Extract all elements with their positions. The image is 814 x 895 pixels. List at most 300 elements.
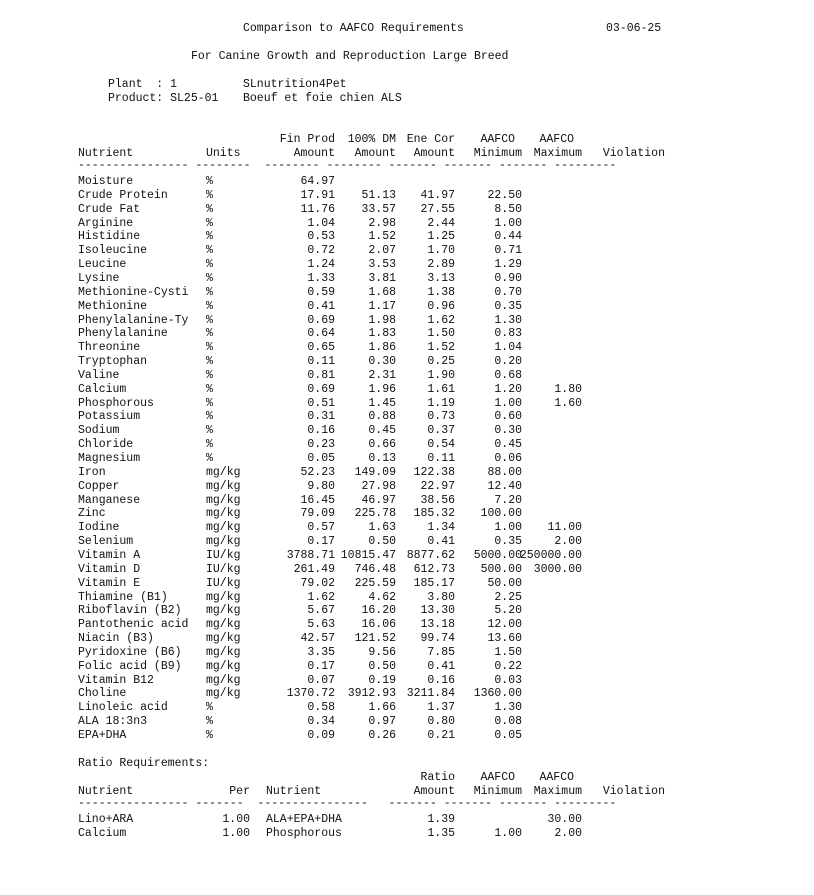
ene-cor-amount: 7.85 [427, 645, 455, 659]
header-divider: ---------------- -------- -------- -------- ------- ------- ------- --------- [78, 162, 617, 170]
nutrient-units: mg/kg [206, 535, 241, 549]
nutrient-name: Riboflavin (B2) [78, 604, 182, 618]
table-row [0, 715, 814, 729]
table-row [0, 535, 814, 549]
ene-cor-amount: 0.21 [427, 729, 455, 742]
fin-prod-amount: 0.53 [307, 230, 335, 244]
dm-amount: 1.96 [368, 382, 396, 396]
dm-amount: 0.13 [368, 452, 396, 465]
dm-amount: 0.19 [368, 673, 396, 687]
fin-prod-amount: 79.02 [300, 576, 335, 590]
aafco-minimum: 0.30 [494, 424, 522, 438]
ene-cor-amount: 2.89 [427, 258, 455, 272]
nutrient-units: mg/kg [206, 618, 241, 632]
aafco-minimum: 0.83 [494, 327, 522, 341]
nutrient-name: Pyridoxine (B6) [78, 645, 182, 659]
header-violation: Violation [602, 147, 665, 160]
header-fin-prod: Fin Prod [279, 133, 335, 146]
fin-prod-amount: 3.35 [307, 645, 335, 659]
aafco-maximum: 1.80 [554, 382, 582, 396]
aafco-maximum: 1.60 [554, 396, 582, 410]
product-label: Product: SL25-01 [108, 92, 219, 105]
fin-prod-amount: 79.09 [300, 507, 335, 521]
nutrient-name: Folic acid (B9) [78, 659, 182, 673]
dm-amount: 1.86 [368, 341, 396, 355]
table-row [0, 203, 814, 217]
nutrient-units: mg/kg [206, 687, 241, 701]
dm-amount: 0.30 [368, 355, 396, 369]
nutrient-name: Phenylalanine [78, 327, 168, 341]
ratio-header-aafco-max-2: Maximum [533, 785, 582, 798]
aafco-maximum: 250000.00 [519, 548, 582, 562]
dm-amount: 2.98 [368, 216, 396, 230]
fin-prod-amount: 5.67 [307, 604, 335, 618]
dm-amount: 1.63 [368, 521, 396, 535]
aafco-minimum: 1.50 [494, 645, 522, 659]
ene-cor-amount: 1.90 [427, 368, 455, 382]
fin-prod-amount: 0.34 [307, 715, 335, 729]
nutrient-name: Iodine [78, 521, 120, 535]
nutrient-name: Manganese [78, 493, 141, 507]
ene-cor-amount: 2.44 [427, 216, 455, 230]
nutrient-name: Magnesium [78, 452, 141, 465]
header-nutrient: Nutrient [78, 147, 134, 160]
aafco-minimum: 0.20 [494, 355, 522, 369]
fin-prod-amount: 0.59 [307, 285, 335, 299]
nutrient-units: IU/kg [206, 576, 241, 590]
dm-amount: 1.66 [368, 701, 396, 715]
ratio-aafco-maximum: 2.00 [554, 827, 582, 840]
ene-cor-amount: 22.97 [420, 479, 455, 493]
fin-prod-amount: 17.91 [300, 188, 335, 202]
ratio-row [0, 827, 814, 841]
aafco-minimum: 500.00 [480, 562, 522, 576]
table-row [0, 701, 814, 715]
table-row [0, 189, 814, 203]
aafco-minimum: 1360.00 [473, 687, 522, 701]
nutrient-name: Phenylalanine-Ty [78, 313, 189, 327]
fin-prod-amount: 1.04 [307, 216, 335, 230]
aafco-minimum: 0.45 [494, 438, 522, 452]
table-row [0, 175, 814, 189]
nutrient-units: % [206, 216, 213, 230]
ene-cor-amount: 99.74 [420, 632, 455, 646]
table-row [0, 438, 814, 452]
dm-amount: 0.66 [368, 438, 396, 452]
fin-prod-amount: 0.11 [307, 355, 335, 369]
ratio-header-aafco-min-2: Minimum [473, 785, 522, 798]
fin-prod-amount: 0.69 [307, 313, 335, 327]
dm-amount: 1.52 [368, 230, 396, 244]
nutrient-name: Histidine [78, 230, 141, 244]
table-row [0, 521, 814, 535]
nutrient-units: % [206, 271, 213, 285]
ene-cor-amount: 1.19 [427, 396, 455, 410]
table-row [0, 632, 814, 646]
ene-cor-amount: 185.32 [413, 507, 455, 521]
table-row [0, 355, 814, 369]
fin-prod-amount: 1370.72 [286, 687, 335, 701]
table-row [0, 591, 814, 605]
nutrient-units: % [206, 327, 213, 341]
dm-amount: 0.88 [368, 410, 396, 424]
aafco-minimum: 50.00 [487, 576, 522, 590]
fin-prod-amount: 52.23 [300, 465, 335, 479]
aafco-minimum: 0.06 [494, 452, 522, 465]
ene-cor-amount: 1.25 [427, 230, 455, 244]
nutrient-name: Isoleucine [78, 244, 148, 258]
nutrient-name: Methionine [78, 299, 148, 313]
table-row [0, 480, 814, 494]
nutrient-units: mg/kg [206, 604, 241, 618]
aafco-minimum: 22.50 [487, 188, 522, 202]
aafco-minimum: 0.71 [494, 244, 522, 258]
aafco-minimum: 0.70 [494, 285, 522, 299]
dm-amount: 1.98 [368, 313, 396, 327]
nutrient-name: Vitamin D [78, 562, 141, 576]
aafco-minimum: 12.00 [487, 618, 522, 632]
nutrient-units: mg/kg [206, 673, 241, 687]
ene-cor-amount: 1.50 [427, 327, 455, 341]
nutrient-name: Vitamin E [78, 576, 141, 590]
ratio-header-nutrient2: Nutrient [266, 785, 322, 798]
header-ene-cor: Ene Cor [406, 133, 455, 146]
table-row [0, 397, 814, 411]
table-row [0, 286, 814, 300]
ene-cor-amount: 13.30 [420, 604, 455, 618]
nutrient-units: % [206, 715, 213, 729]
ene-cor-amount: 0.11 [427, 452, 455, 465]
nutrient-units: % [206, 382, 213, 396]
table-row [0, 244, 814, 258]
header-aafco-min-2: Minimum [473, 147, 522, 160]
ratio-header-aafco-max-1: AAFCO [539, 771, 574, 784]
aafco-maximum: 2.00 [554, 535, 582, 549]
ene-cor-amount: 3.80 [427, 590, 455, 604]
ene-cor-amount: 0.80 [427, 715, 455, 729]
fin-prod-amount: 0.72 [307, 244, 335, 258]
aafco-minimum: 5.20 [494, 604, 522, 618]
table-row [0, 341, 814, 355]
nutrient-units: mg/kg [206, 493, 241, 507]
dm-amount: 746.48 [354, 562, 396, 576]
nutrient-name: Sodium [78, 424, 120, 438]
nutrient-name: Crude Protein [78, 188, 168, 202]
aafco-minimum: 1.04 [494, 341, 522, 355]
dm-amount: 9.56 [368, 645, 396, 659]
ene-cor-amount: 122.38 [413, 465, 455, 479]
ratio-per: 1.00 [222, 813, 250, 826]
header-fin-amount: Amount [293, 147, 335, 160]
ene-cor-amount: 3211.84 [406, 687, 455, 701]
dm-amount: 4.62 [368, 590, 396, 604]
dm-amount: 0.50 [368, 535, 396, 549]
table-row [0, 410, 814, 424]
nutrient-name: Linoleic acid [78, 701, 168, 715]
header-aafco-max-1: AAFCO [539, 133, 574, 146]
ratio-header-divider: ---------------- ------- ---------------- ------- ------- ------- --------- [78, 800, 617, 808]
nutrient-units: % [206, 438, 213, 452]
table-row [0, 507, 814, 521]
nutrient-units: mg/kg [206, 659, 241, 673]
table-row [0, 466, 814, 480]
nutrient-units: % [206, 341, 213, 355]
dm-amount: 0.26 [368, 729, 396, 742]
nutrient-name: Niacin (B3) [78, 632, 154, 646]
nutrient-units: mg/kg [206, 465, 241, 479]
fin-prod-amount: 0.17 [307, 535, 335, 549]
nutrient-name: Valine [78, 368, 120, 382]
nutrient-units: % [206, 202, 213, 216]
fin-prod-amount: 0.05 [307, 452, 335, 465]
fin-prod-amount: 0.07 [307, 673, 335, 687]
ratio-header-per: Per [229, 785, 250, 798]
header-aafco-max-2: Maximum [533, 147, 582, 160]
fin-prod-amount: 0.16 [307, 424, 335, 438]
nutrient-units: % [206, 313, 213, 327]
report-title: Comparison to AAFCO Requirements [243, 22, 464, 35]
nutrient-units: % [206, 285, 213, 299]
dm-amount: 2.07 [368, 244, 396, 258]
aafco-minimum: 7.20 [494, 493, 522, 507]
header-units: Units [206, 147, 241, 160]
ene-cor-amount: 0.37 [427, 424, 455, 438]
nutrient-units: IU/kg [206, 562, 241, 576]
nutrient-name: Methionine-Cysti [78, 285, 189, 299]
fin-prod-amount: 0.17 [307, 659, 335, 673]
ene-cor-amount: 1.62 [427, 313, 455, 327]
nutrient-units: IU/kg [206, 548, 241, 562]
aafco-minimum: 100.00 [480, 507, 522, 521]
ratio-row [0, 813, 814, 827]
ene-cor-amount: 38.56 [420, 493, 455, 507]
dm-amount: 1.45 [368, 396, 396, 410]
aafco-minimum: 5000.00 [473, 548, 522, 562]
fin-prod-amount: 0.65 [307, 341, 335, 355]
ene-cor-amount: 0.16 [427, 673, 455, 687]
nutrient-name: Thiamine (B1) [78, 590, 168, 604]
fin-prod-amount: 0.31 [307, 410, 335, 424]
nutrient-name: Iron [78, 465, 106, 479]
fin-prod-amount: 64.97 [300, 175, 335, 188]
nutrient-units: % [206, 452, 213, 465]
ratio-nutrient2: Phosphorous [266, 827, 342, 840]
aafco-minimum: 0.22 [494, 659, 522, 673]
aafco-minimum: 2.25 [494, 590, 522, 604]
table-row [0, 369, 814, 383]
nutrient-name: ALA 18:3n3 [78, 715, 148, 729]
dm-amount: 3.81 [368, 271, 396, 285]
nutrient-units: % [206, 424, 213, 438]
fin-prod-amount: 16.45 [300, 493, 335, 507]
ene-cor-amount: 1.52 [427, 341, 455, 355]
dm-amount: 225.78 [354, 507, 396, 521]
aafco-minimum: 1.30 [494, 701, 522, 715]
header-ene-amount: Amount [413, 147, 455, 160]
fin-prod-amount: 1.24 [307, 258, 335, 272]
table-row [0, 217, 814, 231]
ratio-section-title: Ratio Requirements: [78, 757, 210, 770]
dm-amount: 16.06 [361, 618, 396, 632]
nutrient-units: mg/kg [206, 590, 241, 604]
fin-prod-amount: 0.09 [307, 729, 335, 742]
fin-prod-amount: 3788.71 [286, 548, 335, 562]
nutrient-name: Choline [78, 687, 127, 701]
table-row [0, 729, 814, 743]
fin-prod-amount: 0.81 [307, 368, 335, 382]
ratio-per: 1.00 [222, 827, 250, 840]
nutrient-name: Leucine [78, 258, 127, 272]
nutrient-units: % [206, 396, 213, 410]
nutrient-units: % [206, 188, 213, 202]
dm-amount: 121.52 [354, 632, 396, 646]
nutrient-units: % [206, 410, 213, 424]
aafco-maximum: 3000.00 [533, 562, 582, 576]
dm-amount: 33.57 [361, 202, 396, 216]
nutrient-units: % [206, 729, 213, 742]
nutrient-units: mg/kg [206, 632, 241, 646]
aafco-minimum: 1.00 [494, 396, 522, 410]
fin-prod-amount: 261.49 [293, 562, 335, 576]
fin-prod-amount: 11.76 [300, 202, 335, 216]
nutrient-name: Vitamin B12 [78, 673, 154, 687]
fin-prod-amount: 42.57 [300, 632, 335, 646]
nutrient-units: % [206, 230, 213, 244]
ene-cor-amount: 3.13 [427, 271, 455, 285]
nutrient-units: mg/kg [206, 479, 241, 493]
table-row [0, 646, 814, 660]
table-row [0, 604, 814, 618]
nutrient-units: mg/kg [206, 645, 241, 659]
aafco-minimum: 0.68 [494, 368, 522, 382]
fin-prod-amount: 0.51 [307, 396, 335, 410]
dm-amount: 3.53 [368, 258, 396, 272]
dm-amount: 0.50 [368, 659, 396, 673]
fin-prod-amount: 0.69 [307, 382, 335, 396]
report-subtitle: For Canine Growth and Reproduction Large Breed [191, 50, 509, 63]
ene-cor-amount: 1.34 [427, 521, 455, 535]
aafco-minimum: 1.20 [494, 382, 522, 396]
aafco-minimum: 13.60 [487, 632, 522, 646]
nutrient-name: EPA+DHA [78, 729, 127, 742]
table-row [0, 383, 814, 397]
ene-cor-amount: 0.25 [427, 355, 455, 369]
nutrient-units: % [206, 244, 213, 258]
aafco-minimum: 1.00 [494, 521, 522, 535]
table-row [0, 327, 814, 341]
fin-prod-amount: 0.23 [307, 438, 335, 452]
nutrient-units: % [206, 355, 213, 369]
plant-name: SLnutrition4Pet [243, 78, 347, 91]
nutrient-units: % [206, 701, 213, 715]
report-date: 03-06-25 [606, 22, 662, 35]
table-row [0, 494, 814, 508]
aafco-minimum: 1.29 [494, 258, 522, 272]
header-dm: 100% DM [347, 133, 396, 146]
ratio-nutrient: Calcium [78, 827, 127, 840]
ene-cor-amount: 185.17 [413, 576, 455, 590]
fin-prod-amount: 1.62 [307, 590, 335, 604]
ratio-header-nutrient: Nutrient [78, 785, 134, 798]
aafco-minimum: 88.00 [487, 465, 522, 479]
aafco-minimum: 1.30 [494, 313, 522, 327]
ratio-header-amount: Amount [413, 785, 455, 798]
nutrient-units: % [206, 368, 213, 382]
dm-amount: 1.83 [368, 327, 396, 341]
ratio-aafco-minimum: 1.00 [494, 827, 522, 840]
nutrient-units: % [206, 299, 213, 313]
aafco-minimum: 0.05 [494, 729, 522, 742]
nutrient-name: Threonine [78, 341, 141, 355]
table-row [0, 300, 814, 314]
nutrient-name: Lysine [78, 271, 120, 285]
nutrient-units: % [206, 175, 213, 188]
dm-amount: 27.98 [361, 479, 396, 493]
fin-prod-amount: 9.80 [307, 479, 335, 493]
table-row [0, 549, 814, 563]
table-row [0, 258, 814, 272]
nutrient-name: Copper [78, 479, 120, 493]
ene-cor-amount: 1.61 [427, 382, 455, 396]
aafco-minimum: 0.35 [494, 299, 522, 313]
nutrient-name: Selenium [78, 535, 134, 549]
aafco-minimum: 1.00 [494, 216, 522, 230]
nutrient-name: Phosphorous [78, 396, 154, 410]
aafco-minimum: 12.40 [487, 479, 522, 493]
ene-cor-amount: 1.37 [427, 701, 455, 715]
ratio-nutrient2: ALA+EPA+DHA [266, 813, 342, 826]
dm-amount: 1.68 [368, 285, 396, 299]
plant-label: Plant : 1 [108, 78, 178, 91]
dm-amount: 16.20 [361, 604, 396, 618]
aafco-minimum: 0.08 [494, 715, 522, 729]
dm-amount: 46.97 [361, 493, 396, 507]
dm-amount: 0.45 [368, 424, 396, 438]
ene-cor-amount: 0.73 [427, 410, 455, 424]
nutrient-name: Arginine [78, 216, 134, 230]
ene-cor-amount: 13.18 [420, 618, 455, 632]
table-row [0, 563, 814, 577]
aafco-minimum: 0.90 [494, 271, 522, 285]
table-row [0, 272, 814, 286]
ratio-aafco-maximum: 30.00 [547, 813, 582, 826]
ratio-amount: 1.35 [427, 827, 455, 840]
aafco-minimum: 0.35 [494, 535, 522, 549]
ene-cor-amount: 41.97 [420, 188, 455, 202]
ratio-header-ratio: Ratio [420, 771, 455, 784]
nutrient-name: Chloride [78, 438, 134, 452]
dm-amount: 1.17 [368, 299, 396, 313]
dm-amount: 225.59 [354, 576, 396, 590]
ene-cor-amount: 8877.62 [406, 548, 455, 562]
nutrient-name: Crude Fat [78, 202, 141, 216]
table-row [0, 424, 814, 438]
nutrient-units: mg/kg [206, 507, 241, 521]
table-row [0, 314, 814, 328]
aafco-maximum: 11.00 [547, 521, 582, 535]
dm-amount: 149.09 [354, 465, 396, 479]
dm-amount: 2.31 [368, 368, 396, 382]
ene-cor-amount: 0.41 [427, 535, 455, 549]
fin-prod-amount: 0.57 [307, 521, 335, 535]
nutrient-name: Zinc [78, 507, 106, 521]
nutrient-units: mg/kg [206, 521, 241, 535]
table-row [0, 618, 814, 632]
aafco-minimum: 0.44 [494, 230, 522, 244]
dm-amount: 10815.47 [340, 548, 396, 562]
fin-prod-amount: 0.58 [307, 701, 335, 715]
fin-prod-amount: 1.33 [307, 271, 335, 285]
